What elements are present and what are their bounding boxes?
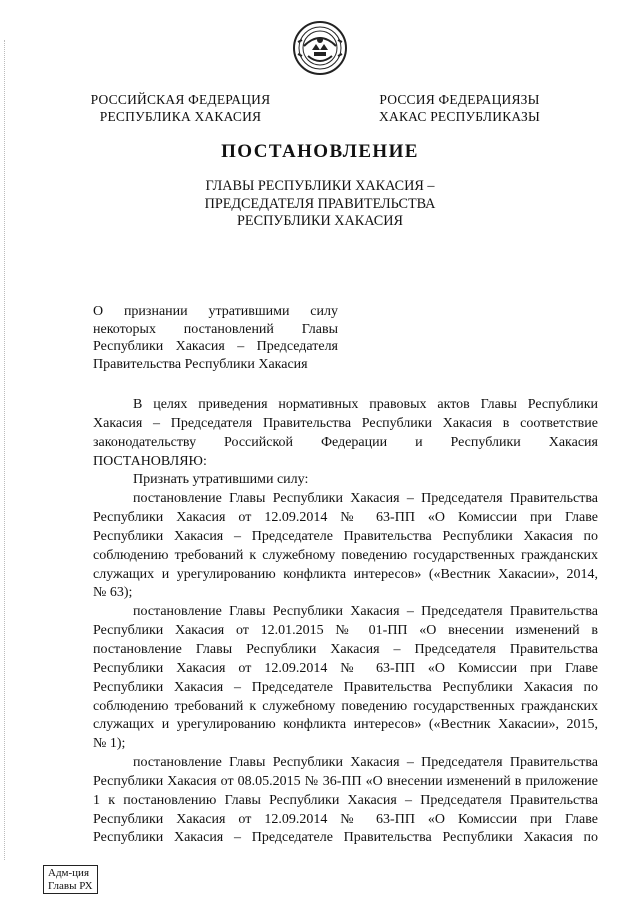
coat-of-arms-icon xyxy=(292,20,348,76)
body-line: № 1); xyxy=(93,736,126,752)
body-line: постановление Главы Республики Хакасия – Председателя Правительства xyxy=(133,491,598,507)
subject-line: Правительства Республики Хакасия xyxy=(93,356,308,372)
body-line: соблюдению требований к служебному поведению государственных гражданских xyxy=(93,547,598,563)
body-line: служащих и урегулированию конфликта интересов» («Вестник Хакасии», 2014, xyxy=(93,566,598,582)
body-line: Республики Хакасия от 12.09.2014 № 63-ПП «О Комиссии при Главе xyxy=(93,811,598,827)
header-left xyxy=(78,91,283,125)
body-line: постановление Главы Республики Хакасия – Председателя Правительства xyxy=(133,755,598,771)
body-line: 1 к постановлению Главы Республики Хакасия – Председателя Правительства xyxy=(93,792,598,808)
body-line: Республики Хакасия – Председателе Правительства Республики Хакасия по xyxy=(93,679,598,695)
header-right-line: ХАКАС РЕСПУБЛИКАЗЫ xyxy=(379,109,540,124)
header-left-line: РОССИЙСКАЯ ФЕДЕРАЦИЯ xyxy=(90,92,271,107)
body-line: Республики Хакасия от 12.09.2014 № 63-ПП «О Комиссии при Главе xyxy=(93,660,598,676)
subtitle-line: ПРЕДСЕДАТЕЛЯ ПРАВИТЕЛЬСТВА xyxy=(204,195,436,212)
page-edge xyxy=(4,40,6,860)
subtitle-line: ГЛАВЫ РЕСПУБЛИКИ ХАКАСИЯ – xyxy=(205,178,435,194)
subject-line: некоторых постановлений Главы xyxy=(93,321,338,337)
body-line: постановление Главы Республики Хакасия – Председателя Правительства xyxy=(93,641,598,657)
body-line: Признать утратившими силу: xyxy=(133,472,309,488)
body-line: постановление Главы Республики Хакасия – Председателя Правительства xyxy=(133,604,598,620)
body-line: Республики Хакасия – Председателе Правительства Республики Хакасия по xyxy=(93,830,598,846)
body-line: Республики Хакасия от 12.09.2014 № 63-ПП «О Комиссии при Главе xyxy=(93,510,598,526)
header-left-line: РЕСПУБЛИКА ХАКАСИЯ xyxy=(99,109,262,124)
body-line: В целях приведения нормативных правовых актов Главы Республики xyxy=(133,397,598,412)
body-line: Хакасия – Председателя Правительства Республики Хакасия в соответствие xyxy=(93,415,598,431)
body-line: Республики Хакасия от 08.05.2015 № 36-ПП «О внесении изменений в приложение xyxy=(93,773,598,789)
document-subject xyxy=(93,303,338,373)
header-right-line: РОССИЯ ФЕДЕРАЦИЯЗЫ xyxy=(379,92,540,107)
body-line: Республики Хакасия от 12.01.2015 № 01-ПП «О внесении изменений в xyxy=(93,623,598,639)
document-title: ПОСТАНОВЛЕНИЕ xyxy=(221,141,419,162)
subject-line: Республики Хакасия – Председателя xyxy=(93,339,338,355)
body-line: ПОСТАНОВЛЯЮ: xyxy=(93,453,207,469)
document-body xyxy=(93,396,598,848)
subject-line: О признании утратившими силу xyxy=(93,304,338,319)
document-subtitle xyxy=(150,178,490,231)
body-line: законодательству Российской Федерации и Республики Хакасия xyxy=(93,434,598,450)
header-right xyxy=(357,91,562,125)
stamp-line: Главы РХ xyxy=(48,879,93,892)
body-line: Республики Хакасия – Председателе Правительства Республики Хакасия по xyxy=(93,528,598,544)
body-line: соблюдению требований к служебному поведению государственных гражданских xyxy=(93,698,598,714)
registration-stamp xyxy=(43,865,98,894)
stamp-line: Адм-ция xyxy=(48,867,89,879)
body-line: № 63); xyxy=(93,585,133,601)
body-line: служащих и урегулированию конфликта интересов» («Вестник Хакасии», 2015, xyxy=(93,717,598,733)
subtitle-line: РЕСПУБЛИКИ ХАКАСИЯ xyxy=(237,213,403,229)
